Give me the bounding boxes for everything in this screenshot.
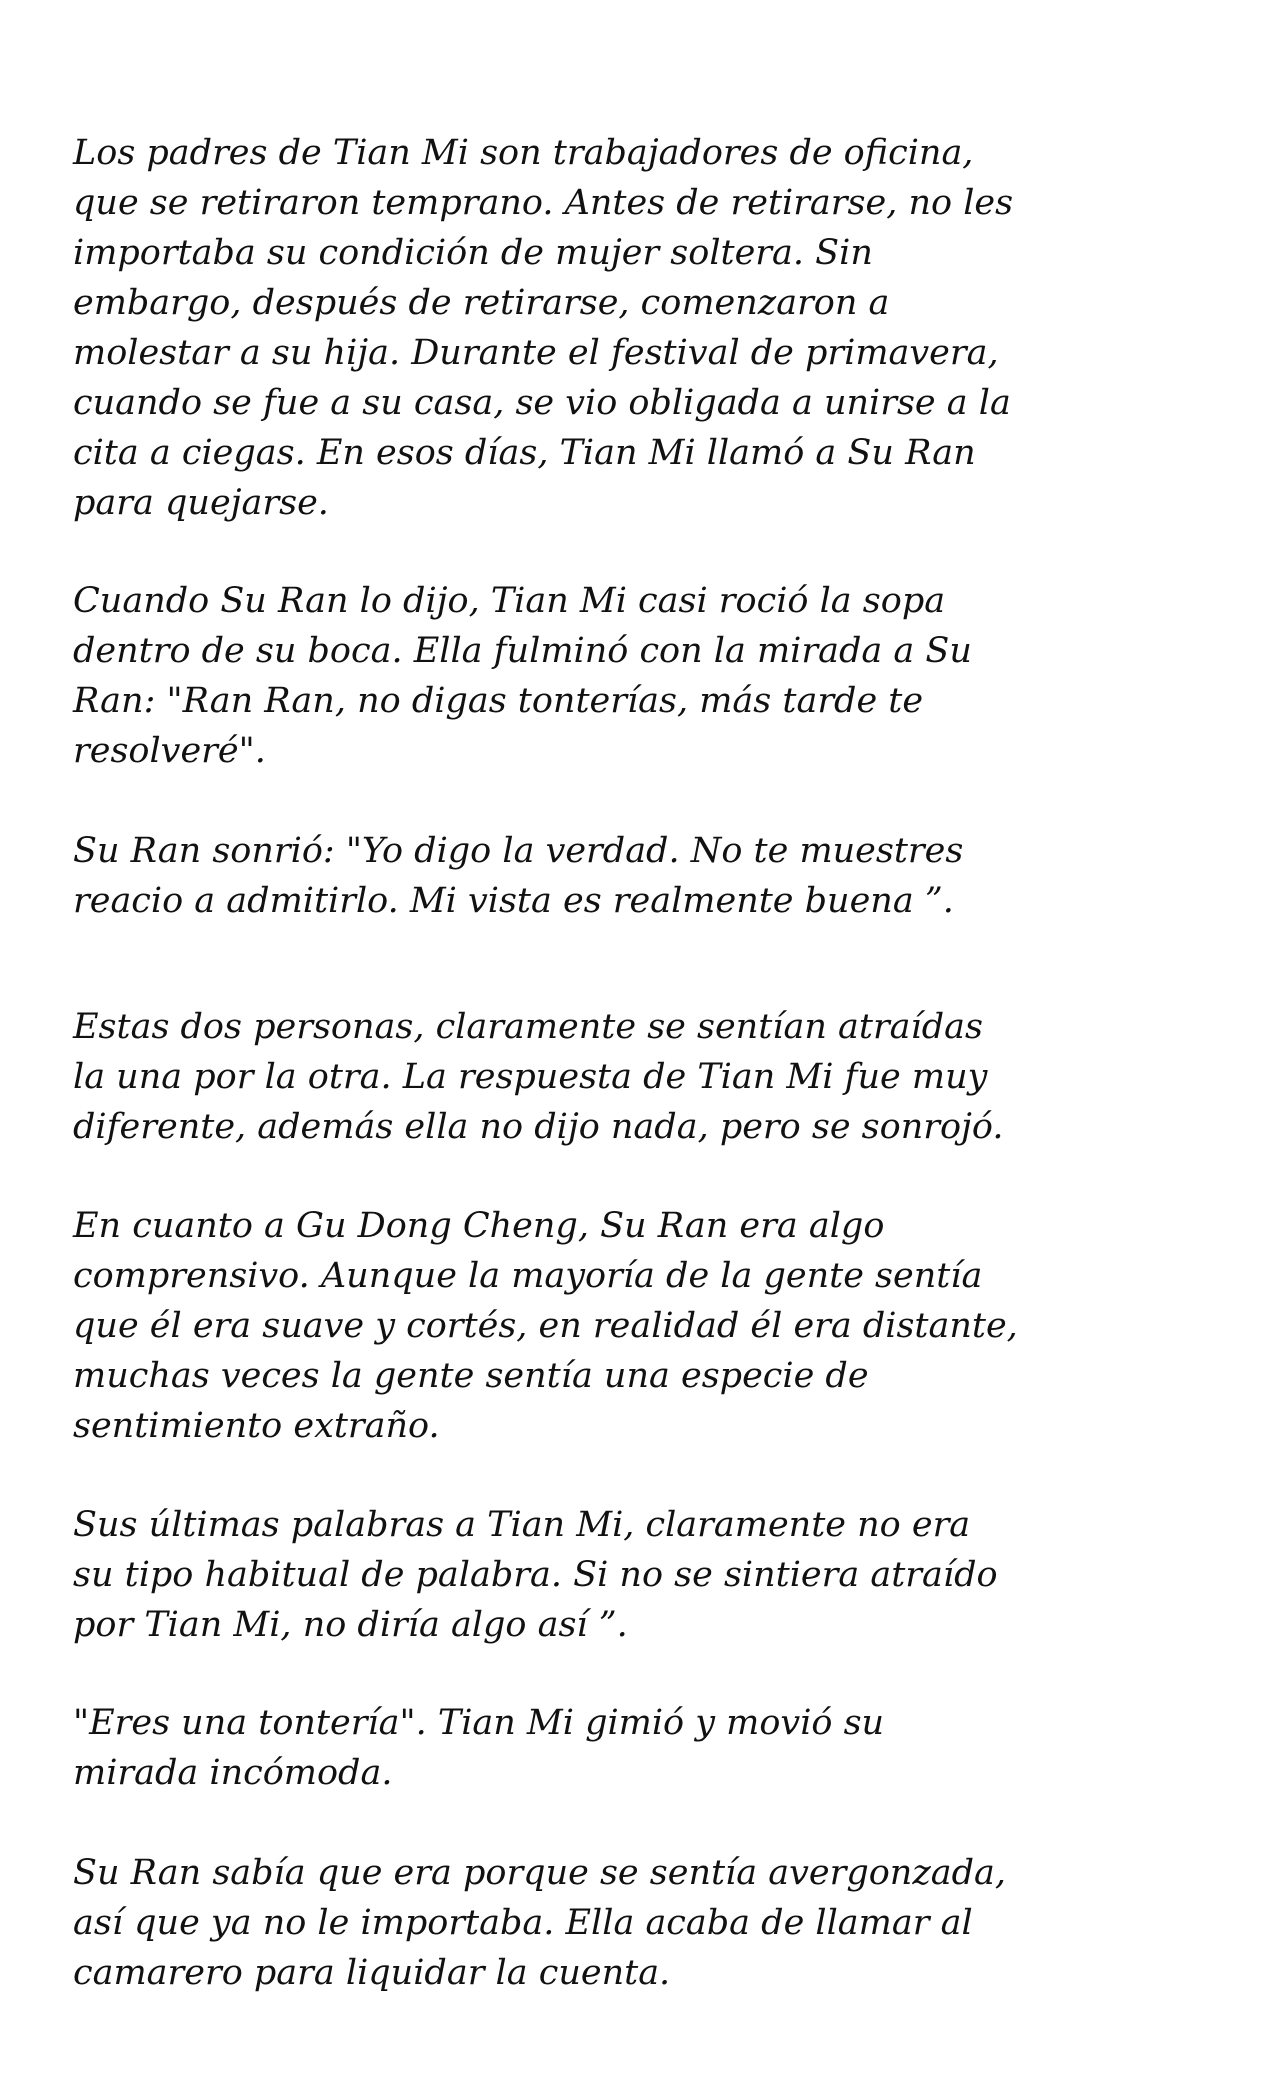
- text-line: embargo, después de retirarse, comenzaron a: [73, 283, 890, 323]
- text-line: cita a ciegas. En esos días, Tian Mi llamó a Su Ran: [73, 433, 976, 473]
- paragraph-6: [73, 1500, 1213, 1650]
- paragraph-5: [73, 1201, 1213, 1451]
- text-line: que él era suave y cortés, en realidad él era distante,: [73, 1306, 1018, 1346]
- text-line: Su Ran sonrió: "Yo digo la verdad. No te muestres: [73, 831, 964, 871]
- text-line: importaba su condición de mujer soltera. Sin: [73, 233, 873, 273]
- text-line: diferente, además ella no dijo nada, pero se sonrojó.: [73, 1107, 1004, 1147]
- text-line: Estas dos personas, claramente se sentían atraídas: [73, 1007, 983, 1047]
- paragraph-2: [73, 576, 1213, 776]
- text-line: la una por la otra. La respuesta de Tian Mi fue muy: [73, 1057, 988, 1097]
- text-line: Ran: "Ran Ran, no digas tonterías, más tarde te: [73, 681, 924, 721]
- text-line: su tipo habitual de palabra. Si no se sintiera atraído: [73, 1555, 998, 1595]
- text-line: sentimiento extraño.: [73, 1406, 440, 1446]
- text-line: resolveré".: [73, 731, 266, 771]
- paragraph-3: [73, 826, 1213, 926]
- paragraph-7: [73, 1698, 1213, 1798]
- text-line: molestar a su hija. Durante el festival de primavera,: [73, 333, 999, 373]
- text-line: Los padres de Tian Mi son trabajadores de oficina,: [73, 133, 974, 173]
- text-line: En cuanto a Gu Dong Cheng, Su Ran era algo: [73, 1206, 885, 1246]
- text-line: camarero para liquidar la cuenta.: [73, 1953, 671, 1993]
- text-line: mirada incómoda.: [73, 1753, 393, 1793]
- paragraph-4: [73, 1002, 1213, 1152]
- text-line: Cuando Su Ran lo dijo, Tian Mi casi roció la sopa: [73, 581, 946, 621]
- text-line: muchas veces la gente sentía una especie de: [73, 1356, 869, 1396]
- text-line: comprensivo. Aunque la mayoría de la gente sentía: [73, 1256, 983, 1296]
- text-line: Sus últimas palabras a Tian Mi, claramente no era: [73, 1505, 971, 1545]
- text-line: así que ya no le importaba. Ella acaba de llamar al: [73, 1903, 973, 1943]
- paragraph-8: [73, 1848, 1213, 1998]
- paragraph-1: [73, 128, 1213, 528]
- text-line: reacio a admitirlo. Mi vista es realmente buena ”.: [73, 881, 954, 921]
- text-line: cuando se fue a su casa, se vio obligada a unirse a la: [73, 383, 1011, 423]
- text-line: "Eres una tontería". Tian Mi gimió y movió su: [73, 1703, 885, 1743]
- text-line: por Tian Mi, no diría algo así ”.: [73, 1605, 628, 1645]
- text-line: que se retiraron temprano. Antes de retirarse, no les: [73, 183, 1014, 223]
- text-line: Su Ran sabía que era porque se sentía avergonzada,: [73, 1853, 1007, 1893]
- text-line: dentro de su boca. Ella fulminó con la mirada a Su: [73, 631, 972, 671]
- text-line: para quejarse.: [73, 483, 329, 523]
